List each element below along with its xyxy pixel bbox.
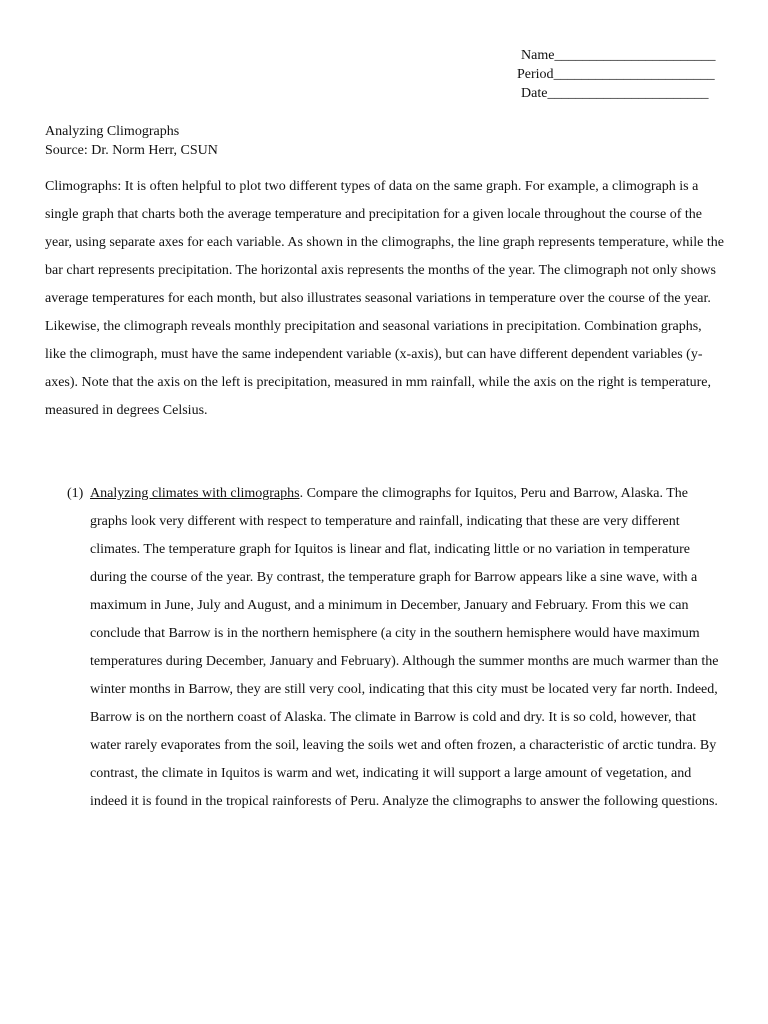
intro-paragraph: Climographs: It is often helpful to plot two different types of data on the same graph. For example, a climograph is a single graph that charts both the average temperature and precipitation for a given locale throughout the course of the year, using separate axes for each variable. As shown in the climographs, the line graph represents temperature, while the bar chart represents precipitation. The horizontal axis represents the months of the year. The climograph not only shows average temperatures for each month, but also illustrates seasonal variations in temperature over the course of the year. Likewise, the climograph reveals monthly precipitation and seasonal variations in precipitation. Combination graphs, like the climograph, must have the same independent variable (x-axis), but can have different dependent variables (y-axes). Note that the axis on the left is precipitation, measured in mm rainfall, while the axis on the right is temperature, measured in degrees Celsius. bbox=[45, 179, 724, 418]
list-item-number: (1) bbox=[67, 486, 84, 501]
name-label: Name bbox=[521, 48, 555, 63]
title-block bbox=[45, 122, 725, 160]
period-blank-line: _______________________ bbox=[553, 67, 715, 82]
document-title: Analyzing Climographs bbox=[45, 124, 180, 139]
document-source: Source: Dr. Norm Herr, CSUN bbox=[45, 143, 218, 158]
date-field bbox=[500, 84, 730, 103]
list-item-body: . Compare the climographs for Iquitos, Peru and Barrow, Alaska. The graphs look very different with respect to temperature and rainfall, indicating that these are very different climates. The temperature graph for Iquitos is linear and flat, indicating little or no variation in temperature during the course of the year. By contrast, the temperature graph for Barrow appears like a sine wave, with a maximum in June, July and August, and a minimum in December, January and February. From this we can conclude that Barrow is in the northern hemisphere (a city in the southern hemisphere would have maximum temperatures during December, January and February). Although the summer months are much warmer than the winter months in Barrow, they are still very cool, indicating that this city must be located very far north. Indeed, Barrow is on the northern coast of Alaska. The climate in Barrow is cold and dry. It is so cold, however, that water rarely evaporates from the soil, leaving the soils wet and often frozen, a characteristic of arctic tundra. By contrast, the climate in Iquitos is warm and wet, indicating it will support a large amount of vegetation, and indeed it is found in the tropical rainforests of Peru. Analyze the climographs to answer the following questions. bbox=[90, 486, 719, 809]
numbered-list bbox=[45, 480, 725, 816]
period-label: Period bbox=[517, 67, 554, 82]
date-label: Date bbox=[521, 86, 548, 101]
list-item-1 bbox=[45, 480, 725, 816]
list-item-heading: Analyzing climates with climographs bbox=[90, 486, 300, 501]
name-field bbox=[500, 46, 730, 65]
intro-section bbox=[45, 173, 725, 425]
name-blank-line: _______________________ bbox=[554, 48, 716, 63]
date-blank-line: _______________________ bbox=[547, 86, 709, 101]
student-info-fields bbox=[500, 46, 730, 103]
period-field bbox=[500, 65, 730, 84]
